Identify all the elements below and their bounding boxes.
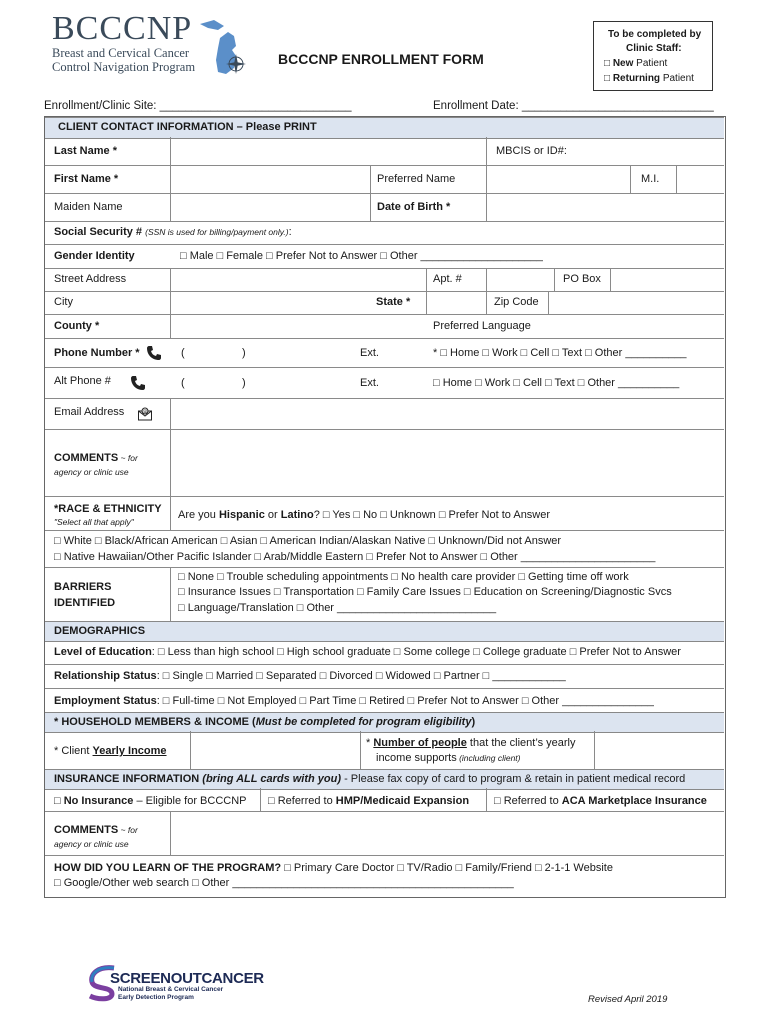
hmp-referral-label: HMP/Medicaid Expansion [335,795,470,807]
preferred-name-label: Preferred Name [377,173,456,185]
household-people-label [366,737,576,750]
returning-patient-option[interactable] [604,72,694,85]
yearly-income-label [54,745,167,758]
form-title: BCCCNP ENROLLMENT FORM [278,51,484,67]
insurance-comments-note: agency or clinic use [54,839,129,849]
insurance-header-italic: (bring ALL cards with you) [202,773,342,785]
relationship-label: Relationship Status [54,670,157,682]
employment-row[interactable] [54,695,654,708]
gender-label: Gender Identity [54,250,135,262]
contact-comments-label [54,452,138,465]
no-insurance-checkbox[interactable]: □ [54,795,64,807]
education-row[interactable] [54,646,681,659]
hmp-referral-option[interactable] [268,795,469,808]
logo-title: BCCCNP [52,10,193,47]
county-label: County * [54,320,100,332]
education-label: Level of Education [54,646,152,658]
alt-phone-paren-close: ) [242,377,246,389]
people-line-2: income supports [376,752,457,764]
insurance-header-text [54,773,685,786]
ssn-row[interactable] [54,226,292,239]
ssn-note: (SSN is used for billing/payment only.) [145,227,289,237]
footer-logo-line-2: Early Detection Program [118,994,194,1001]
learn-options-2[interactable]: □ Google/Other web search □ Other ______________________________________________ [54,877,514,889]
footer-logo-title: SCREENOUTCANCER [110,970,264,987]
people-note: (including client) [456,753,521,763]
new-label: New [612,58,634,69]
alt-phone-icon [130,375,146,391]
alt-phone-paren-open: ( [181,377,185,389]
household-header-bold: * HOUSEHOLD MEMBERS & INCOME ( [54,716,256,728]
mi-label: M.I. [641,173,660,185]
contact-comments-note: agency or clinic use [54,467,129,477]
no-insurance-option[interactable] [54,795,246,808]
staff-box-title-2: Clinic Staff: [626,43,682,54]
contact-comments-tilde: ~ for [118,453,138,463]
dob-label: Date of Birth * [377,201,451,213]
relationship-options: : □ Single □ Married □ Separated □ Divorced □ Widowed □ Partner □ ____________ [156,670,566,682]
footer-logo-line-1: National Breast & Cervical Cancer [118,986,224,993]
barriers-options-line-3[interactable]: □ Language/Translation □ Other __________________________ [178,602,497,614]
phone-ext-label: Ext. [360,347,379,359]
phone-icon [146,345,162,361]
demographics-header [45,621,724,642]
race-label: *RACE & ETHNICITY [54,503,162,515]
household-header-text [54,716,475,729]
hispanic-word: Hispanic [218,509,265,521]
aca-referral-option[interactable] [494,795,707,808]
people-prefix: * [366,737,374,749]
po-box-label: PO Box [563,273,601,285]
contact-comments-title: COMMENTS [54,452,119,464]
zip-label: Zip Code [494,296,539,308]
barriers-options-line-2[interactable]: □ Insurance Issues □ Transportation □ Family Care Issues □ Education on Screening/Diagnostic Svcs [178,586,672,598]
enrollment-site-field[interactable]: Enrollment/Clinic Site: ______________________________ [44,100,352,112]
language-label: Preferred Language [433,320,531,332]
contact-comments-input[interactable] [172,431,722,495]
svg-text:@: @ [142,409,148,415]
gender-options[interactable]: □ Male □ Female □ Prefer Not to Answer □ Other ____________________ [180,250,543,262]
latino-word: Latino [280,509,314,521]
alt-phone-ext-label: Ext. [360,377,379,389]
insurance-comments-title: COMMENTS [54,824,119,836]
barriers-label-1: BARRIERS [54,581,112,593]
email-label: Email Address [54,406,125,418]
insurance-comments-tilde: ~ for [118,825,138,835]
last-name-label: Last Name * [54,145,117,157]
insurance-header-bold: INSURANCE INFORMATION [54,773,203,785]
income-word: Yearly Income [92,745,167,757]
household-header-italic: Must be completed for program eligibility [255,716,472,728]
race-options-line-1[interactable]: □ White □ Black/African American □ Asian □ American Indian/Alaskan Native □ Unknown/Did not Answer [54,535,562,547]
relationship-row[interactable] [54,670,566,683]
hispanic-question[interactable] [178,509,550,522]
new-patient-checkbox[interactable]: □ [604,58,611,69]
insurance-comments-label [54,824,138,837]
household-people-input[interactable] [596,733,722,767]
insurance-comments-input[interactable] [172,813,722,854]
insurance-header-rest: - Please fax copy of card to program & retain in patient medical record [341,773,686,785]
returning-label: Returning [612,73,661,84]
learn-row-1[interactable] [54,862,613,875]
ssn-colon: : [288,226,292,238]
ssn-label: Social Security # [54,226,143,238]
clinic-staff-box [593,21,713,91]
state-label: State * [376,296,411,308]
returning-patient-checkbox[interactable]: □ [604,73,611,84]
email-input[interactable] [172,400,722,428]
people-word: Number of people [373,737,467,749]
maiden-name-label: Maiden Name [54,201,123,213]
mbcis-label: MBCIS or ID#: [496,145,567,157]
household-header-end: ) [471,716,476,728]
first-name-input[interactable] [172,167,368,191]
learn-label: HOW DID YOU LEARN OF THE PROGRAM? [54,862,282,874]
demographics-header-text: DEMOGRAPHICS [54,625,146,637]
no-insurance-rest: – Eligible for BCCCNP [133,795,247,807]
employment-label: Employment Status [54,695,157,707]
revised-date: Revised April 2019 [588,994,668,1005]
hmp-referral-prefix[interactable]: □ Referred to [268,795,336,807]
hispanic-options: ? □ Yes □ No □ Unknown □ Prefer Not to Answer [313,509,551,521]
email-icon [137,406,153,422]
race-options-line-2[interactable]: □ Native Hawaiian/Other Pacific Islander □ Arab/Middle Eastern □ Prefer Not to Answer □ Other ______________________ [54,551,656,563]
apt-label: Apt. # [433,273,462,285]
hispanic-prefix: Are you [178,509,219,521]
barriers-label-2: IDENTIFIED [54,597,116,609]
new-tail: Patient [633,58,668,69]
employment-options: : □ Full-time □ Not Employed □ Part Time □ Retired □ Prefer Not to Answer □ Other _______________ [156,695,654,707]
people-tail: that the client’s yearly [466,737,576,749]
enrollment-date-field[interactable]: Enrollment Date: ______________________________ [433,100,714,112]
learn-options-1: □ Primary Care Doctor □ TV/Radio □ Family/Friend □ 2-1-1 Website [281,862,613,874]
screenoutcancer-logo [88,962,264,1006]
staff-box-title-1: To be completed by [608,29,702,40]
contact-info-header-text: CLIENT CONTACT INFORMATION – Please PRINT [58,121,317,133]
new-patient-option[interactable] [604,57,667,70]
phone-paren-close: ) [242,347,246,359]
last-name-input[interactable] [172,139,484,163]
alt-phone-label: Alt Phone # [54,375,111,387]
alt-phone-type-options[interactable]: □ Home □ Work □ Cell □ Text □ Other __________ [433,377,680,389]
race-note: "Select all that apply" [54,517,134,527]
income-prefix: * Client [54,745,93,757]
no-insurance-label: No Insurance [63,795,134,807]
phone-type-options[interactable]: * □ Home □ Work □ Cell □ Text □ Other __________ [433,347,687,359]
phone-paren-open: ( [181,347,185,359]
education-options: : □ Less than high school □ High school graduate □ Some college □ College graduate □ Prefer Not to Answer [151,646,681,658]
returning-tail: Patient [660,73,694,84]
city-label: City [54,296,73,308]
first-name-label: First Name * [54,173,119,185]
michigan-map-icon [196,16,252,80]
aca-referral-prefix[interactable]: □ Referred to [494,795,562,807]
logo-line-1: Breast and Cervical Cancer [52,46,190,60]
hispanic-or: or [264,509,281,521]
barriers-options-line-1[interactable]: □ None □ Trouble scheduling appointments □ No health care provider □ Getting time off work [178,571,629,583]
yearly-income-input[interactable] [192,733,358,767]
aca-referral-label: ACA Marketplace Insurance [561,795,707,807]
phone-label: Phone Number * [54,347,140,359]
street-address-label: Street Address [54,273,127,285]
household-people-line-2 [376,752,521,765]
logo-line-2: Control Navigation Program [52,60,196,74]
